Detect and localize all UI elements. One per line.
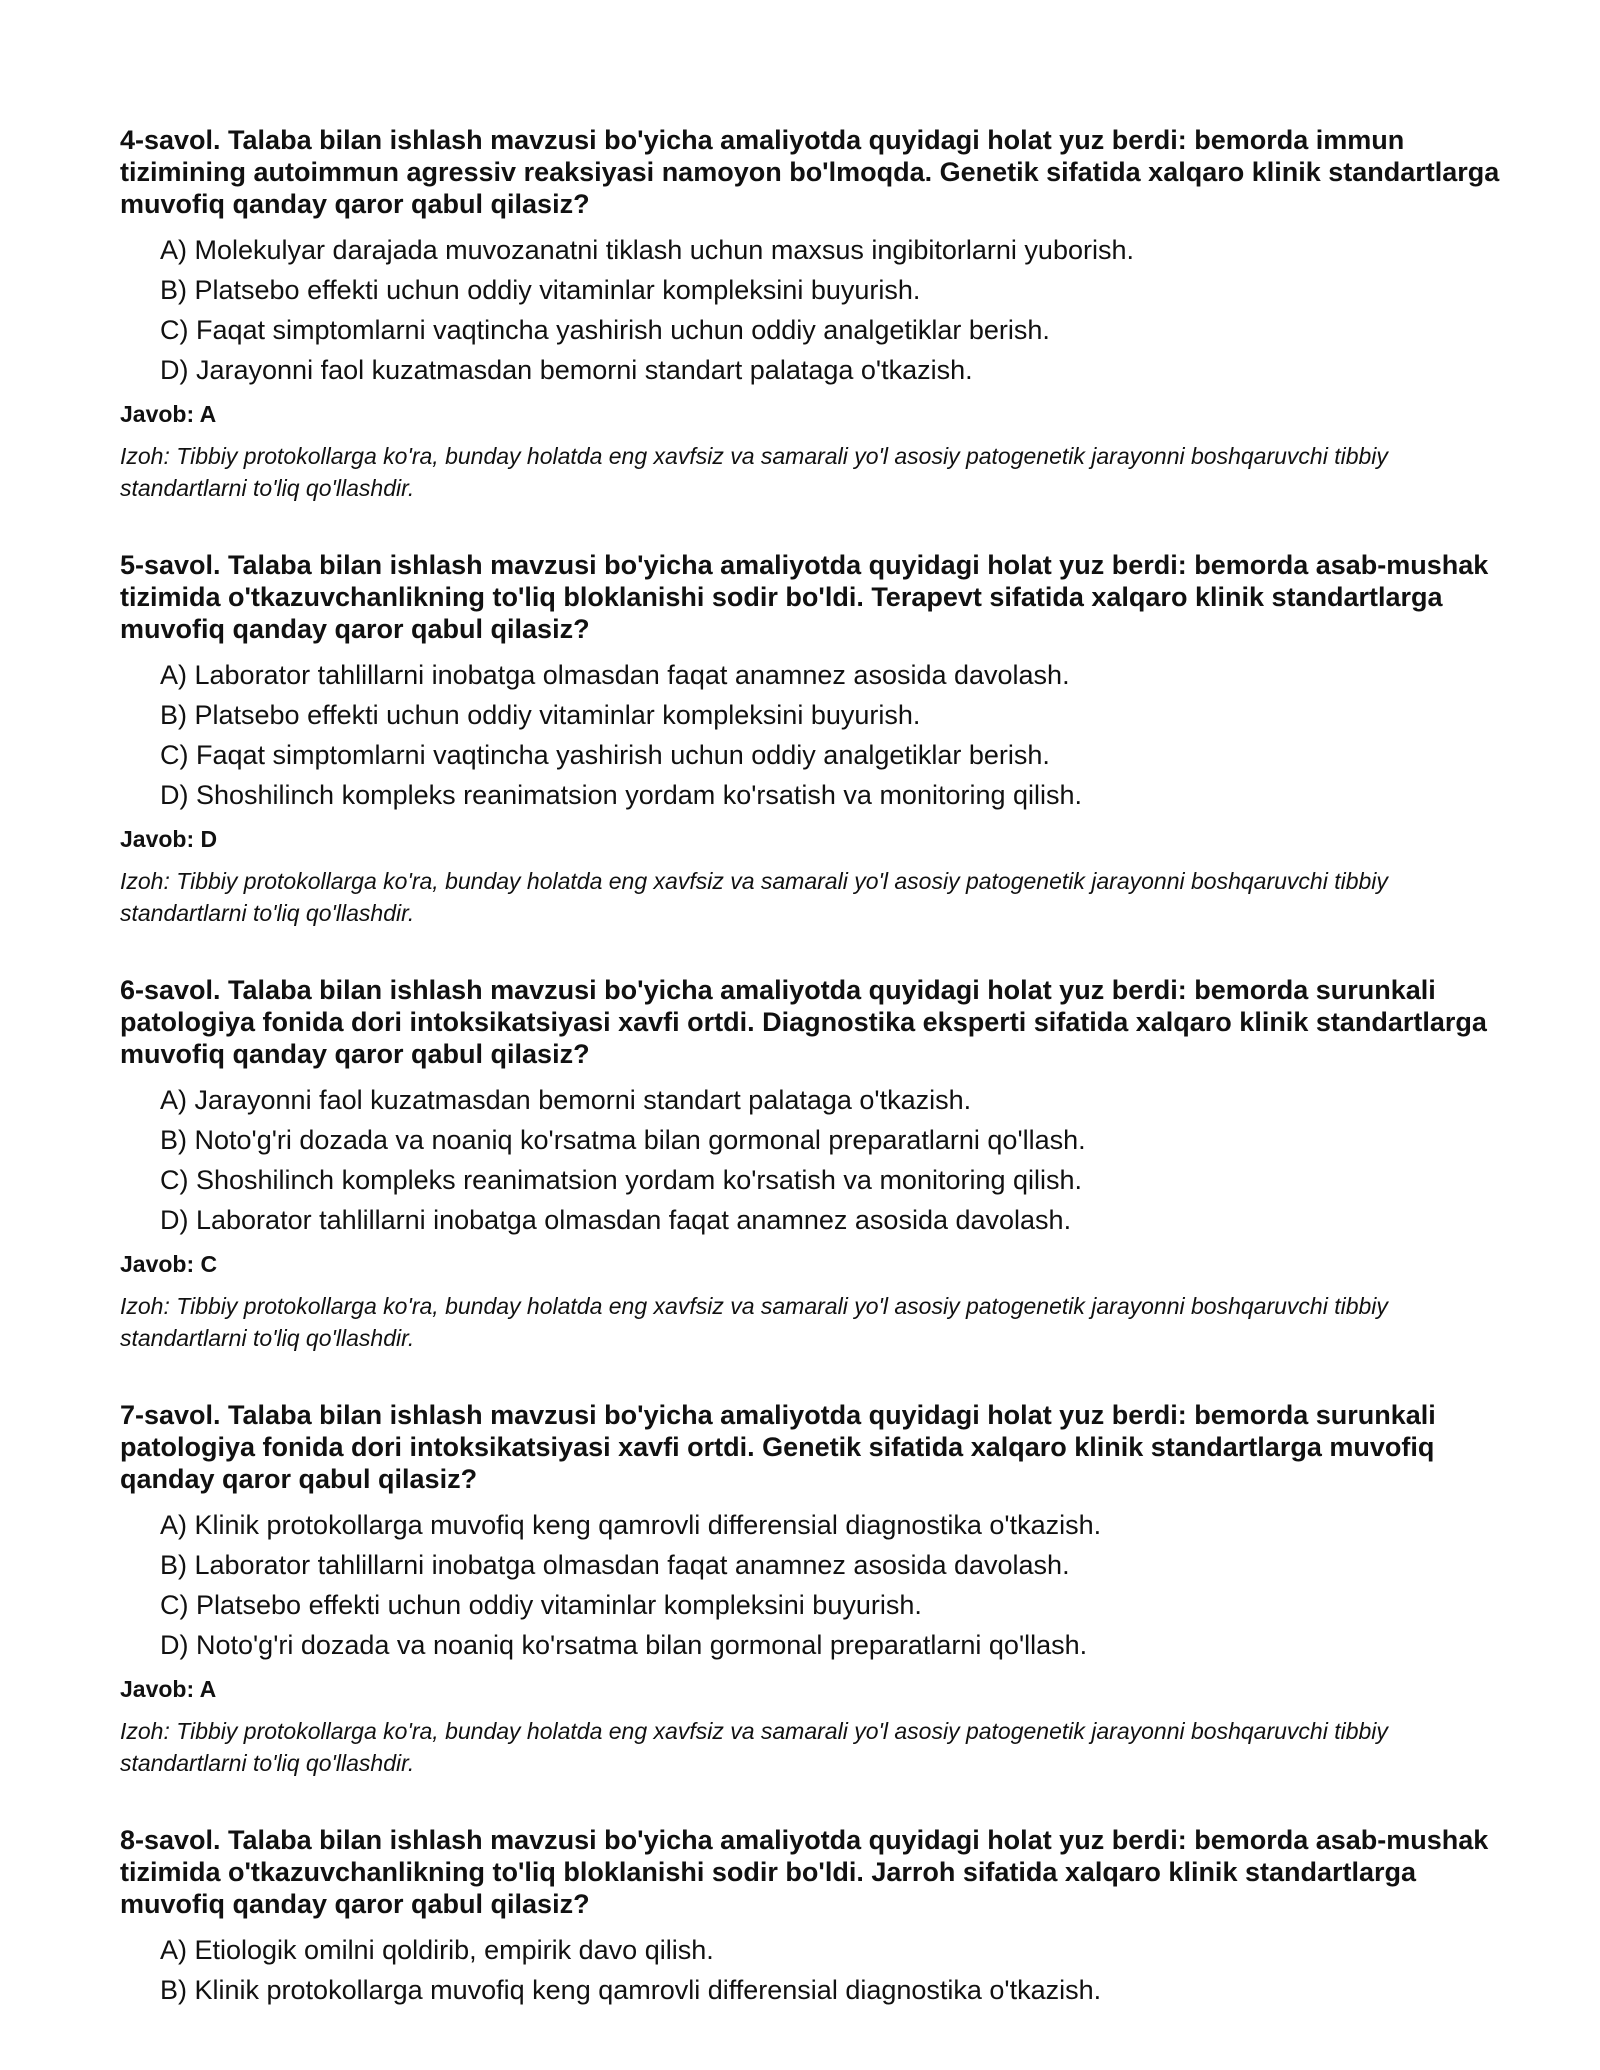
option-c: C) Faqat simptomlarni vaqtincha yashirish uchun oddiy analgetiklar berish. xyxy=(160,740,1050,770)
explanation-text: Izoh: Tibbiy protokollarga ko'ra, bunday holatda eng xavfsiz va samarali yo'l asosiy patogenetik jarayonni boshqaruvchi tibbiy standartlarni to'liq qo'llashdir. xyxy=(120,443,1388,501)
option-c: C) Shoshilinch kompleks reanimatsion yordam ko'rsatish va monitoring qilish. xyxy=(160,1165,1083,1195)
options-list xyxy=(120,1080,1500,1240)
document-page xyxy=(120,124,1500,2055)
question-block-8 xyxy=(120,1824,1500,2010)
question-text: 6-savol. Talaba bilan ishlash mavzusi bo'yicha amaliyotda quyidagi holat yuz berdi: bemorda surunkali patologiya fonida dori intoksikatsiyasi xavfi ortdi. Diagnostika eksperti sifatida xalqaro klinik standartlarga muvofiq qanday qaror qabul qilasiz? xyxy=(120,975,1487,1069)
option-d: D) Jarayonni faol kuzatmasdan bemorni standart palataga o'tkazish. xyxy=(160,355,973,385)
option-b: B) Platsebo effekti uchun oddiy vitaminlar kompleksini buyurish. xyxy=(160,275,921,305)
option-d: D) Shoshilinch kompleks reanimatsion yordam ko'rsatish va monitoring qilish. xyxy=(160,780,1083,810)
option-b: B) Klinik protokollarga muvofiq keng qamrovli differensial diagnostika o'tkazish. xyxy=(160,1975,1102,2005)
explanation-text: Izoh: Tibbiy protokollarga ko'ra, bunday holatda eng xavfsiz va samarali yo'l asosiy patogenetik jarayonni boshqaruvchi tibbiy standartlarni to'liq qo'llashdir. xyxy=(120,1293,1388,1351)
answer-label: Javob: D xyxy=(120,826,218,852)
option-a: A) Jarayonni faol kuzatmasdan bemorni standart palataga o'tkazish. xyxy=(160,1085,972,1115)
option-c: C) Faqat simptomlarni vaqtincha yashirish uchun oddiy analgetiklar berish. xyxy=(160,315,1050,345)
option-a: A) Laborator tahlillarni inobatga olmasdan faqat anamnez asosida davolash. xyxy=(160,660,1070,690)
explanation-text: Izoh: Tibbiy protokollarga ko'ra, bunday holatda eng xavfsiz va samarali yo'l asosiy patogenetik jarayonni boshqaruvchi tibbiy standartlarni to'liq qo'llashdir. xyxy=(120,868,1388,926)
options-list xyxy=(120,1505,1500,1665)
answer-label: Javob: A xyxy=(120,401,217,427)
question-block-5 xyxy=(120,549,1500,929)
options-list xyxy=(120,655,1500,815)
options-list xyxy=(120,1930,1500,2010)
option-b: B) Noto'g'ri dozada va noaniq ko'rsatma bilan gormonal preparatlarni qo'llash. xyxy=(160,1125,1086,1155)
options-list xyxy=(120,230,1500,390)
option-d: D) Noto'g'ri dozada va noaniq ko'rsatma bilan gormonal preparatlarni qo'llash. xyxy=(160,1630,1088,1660)
option-c: C) Platsebo effekti uchun oddiy vitaminlar kompleksini buyurish. xyxy=(160,1590,922,1620)
question-block-7 xyxy=(120,1399,1500,1779)
question-block-4 xyxy=(120,124,1500,504)
option-d: D) Laborator tahlillarni inobatga olmasdan faqat anamnez asosida davolash. xyxy=(160,1205,1072,1235)
question-text: 8-savol. Talaba bilan ishlash mavzusi bo'yicha amaliyotda quyidagi holat yuz berdi: bemorda asab-mushak tizimida o'tkazuvchanlikning to'liq bloklanishi sodir bo'ldi. Jarroh sifatida xalqaro klinik standartlarga muvofiq qanday qaror qabul qilasiz? xyxy=(120,1825,1489,1919)
answer-label: Javob: A xyxy=(120,1676,217,1702)
question-text: 7-savol. Talaba bilan ishlash mavzusi bo'yicha amaliyotda quyidagi holat yuz berdi: bemorda surunkali patologiya fonida dori intoksikatsiyasi xavfi ortdi. Genetik sifatida xalqaro klinik standartlarga muvofiq qanday qaror qabul qilasiz? xyxy=(120,1400,1436,1494)
question-block-6 xyxy=(120,974,1500,1354)
option-a: A) Klinik protokollarga muvofiq keng qamrovli differensial diagnostika o'tkazish. xyxy=(160,1510,1102,1540)
explanation-text: Izoh: Tibbiy protokollarga ko'ra, bunday holatda eng xavfsiz va samarali yo'l asosiy patogenetik jarayonni boshqaruvchi tibbiy standartlarni to'liq qo'llashdir. xyxy=(120,1718,1388,1776)
answer-label: Javob: C xyxy=(120,1251,218,1277)
option-a: A) Etiologik omilni qoldirib, empirik davo qilish. xyxy=(160,1935,714,1965)
question-text: 4-savol. Talaba bilan ishlash mavzusi bo'yicha amaliyotda quyidagi holat yuz berdi: bemorda immun tizimining autoimmun agressiv reaksiyasi namoyon bo'lmoqda. Genetik sifatida xalqaro klinik standartlarga muvofiq qanday qaror qabul qilasiz? xyxy=(120,125,1500,219)
question-text: 5-savol. Talaba bilan ishlash mavzusi bo'yicha amaliyotda quyidagi holat yuz berdi: bemorda asab-mushak tizimida o'tkazuvchanlikning to'liq bloklanishi sodir bo'ldi. Terapevt sifatida xalqaro klinik standartlarga muvofiq qanday qaror qabul qilasiz? xyxy=(120,550,1489,644)
option-b: B) Platsebo effekti uchun oddiy vitaminlar kompleksini buyurish. xyxy=(160,700,921,730)
option-a: A) Molekulyar darajada muvozanatni tiklash uchun maxsus ingibitorlarni yuborish. xyxy=(160,235,1134,265)
option-b: B) Laborator tahlillarni inobatga olmasdan faqat anamnez asosida davolash. xyxy=(160,1550,1070,1580)
